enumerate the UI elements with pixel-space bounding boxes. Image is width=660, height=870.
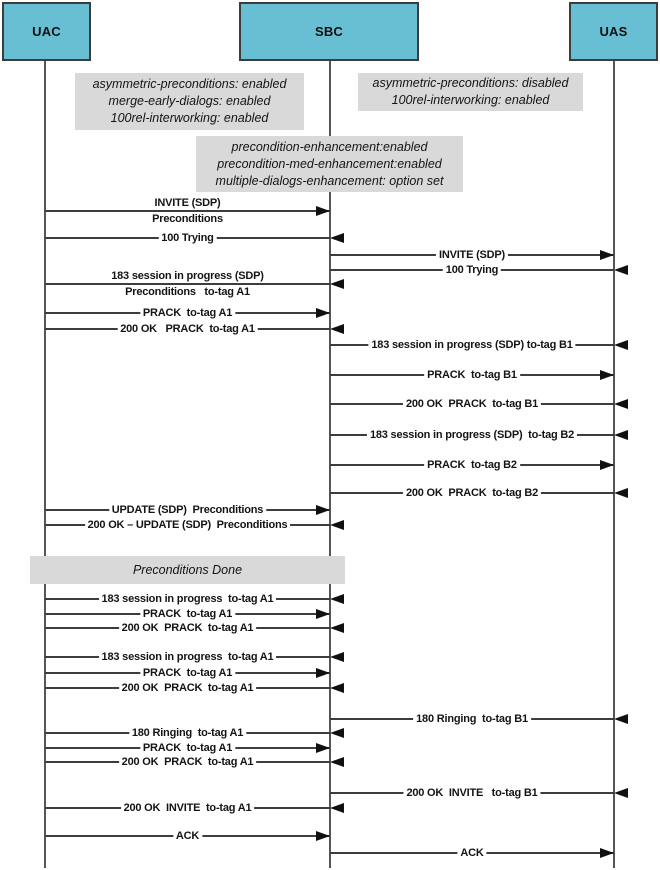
note-preconditions-done bbox=[30, 556, 345, 584]
message-label: ACK bbox=[457, 847, 486, 859]
arrowhead-right-icon bbox=[316, 743, 330, 753]
note-line: precondition-enhancement:enabled bbox=[231, 139, 428, 154]
message-label: UPDATE (SDP) Preconditions bbox=[109, 504, 266, 516]
message-label: ACK bbox=[173, 830, 202, 842]
arrowhead-left-icon bbox=[614, 430, 628, 440]
message-label: 183 session in progress (SDP) to-tag B2 bbox=[367, 429, 577, 441]
participant-label-uac: UAC bbox=[32, 24, 61, 39]
message-label: 180 Ringing to-tag B1 bbox=[413, 713, 531, 725]
message-label: 200 OK PRACK to-tag A1 bbox=[119, 756, 257, 768]
participant-label-uas: UAS bbox=[599, 24, 628, 39]
arrowhead-left-icon bbox=[330, 757, 344, 767]
message-label: 100 Trying bbox=[443, 264, 501, 276]
message-label: PRACK to-tag B2 bbox=[424, 459, 520, 471]
arrowhead-left-icon bbox=[614, 788, 628, 798]
arrowhead-left-icon bbox=[330, 803, 344, 813]
note-line: multiple-dialogs-enhancement: option set bbox=[215, 173, 444, 188]
message-label: 200 OK PRACK to-tag B1 bbox=[403, 398, 541, 410]
message-label: 200 OK PRACK to-tag A1 bbox=[117, 323, 258, 335]
arrowhead-right-icon bbox=[316, 609, 330, 619]
message-line bbox=[45, 210, 330, 212]
arrowhead-left-icon bbox=[614, 714, 628, 724]
message-label: 200 OK – UPDATE (SDP) Preconditions bbox=[85, 519, 291, 531]
participant-box-uac bbox=[2, 2, 91, 61]
note-line: 100rel-interworking: enabled bbox=[110, 111, 269, 125]
note-line: 100rel-interworking: enabled bbox=[391, 93, 550, 107]
message-label: Preconditions bbox=[152, 213, 223, 225]
note-sbc-enhancement-config bbox=[196, 136, 463, 192]
message-label: PRACK to-tag A1 bbox=[140, 667, 235, 679]
note-line: asymmetric-preconditions: enabled bbox=[92, 77, 287, 91]
arrowhead-left-icon bbox=[330, 594, 344, 604]
message-label: PRACK to-tag A1 bbox=[140, 608, 235, 620]
arrowhead-left-icon bbox=[614, 265, 628, 275]
message-label: 183 session in progress (SDP) bbox=[111, 270, 264, 282]
message-label: 200 OK PRACK to-tag A1 bbox=[119, 682, 257, 694]
message-label: 200 OK INVITE to-tag B1 bbox=[403, 787, 540, 799]
arrowhead-right-icon bbox=[316, 668, 330, 678]
message-label: Preconditions to-tag A1 bbox=[125, 286, 250, 298]
note-sbc-core-config bbox=[358, 73, 583, 111]
message-label: 200 OK INVITE to-tag A1 bbox=[121, 802, 255, 814]
message-label: 100 Trying bbox=[158, 232, 216, 244]
message-label: 183 session in progress to-tag A1 bbox=[99, 593, 277, 605]
arrowhead-left-icon bbox=[330, 683, 344, 693]
participant-box-uas bbox=[569, 2, 658, 61]
arrowhead-left-icon bbox=[330, 728, 344, 738]
arrowhead-left-icon bbox=[330, 233, 344, 243]
arrowhead-right-icon bbox=[600, 250, 614, 260]
note-line: Preconditions Done bbox=[132, 562, 243, 577]
arrowhead-left-icon bbox=[614, 340, 628, 350]
participant-label-sbc: SBC bbox=[314, 24, 344, 39]
message-label: PRACK to-tag B1 bbox=[424, 369, 520, 381]
message-label: PRACK to-tag A1 bbox=[140, 307, 235, 319]
note-sbc-access-config bbox=[75, 73, 304, 130]
arrowhead-right-icon bbox=[600, 848, 614, 858]
arrowhead-left-icon bbox=[330, 279, 344, 289]
message-label: 200 OK PRACK to-tag B2 bbox=[403, 487, 541, 499]
arrowhead-right-icon bbox=[600, 460, 614, 470]
message-label: 200 OK PRACK to-tag A1 bbox=[119, 622, 257, 634]
message-label: PRACK to-tag A1 bbox=[140, 742, 235, 754]
message-label: INVITE (SDP) bbox=[436, 249, 508, 261]
note-line: asymmetric-preconditions: disabled bbox=[372, 76, 569, 90]
arrowhead-left-icon bbox=[330, 652, 344, 662]
arrowhead-right-icon bbox=[316, 206, 330, 216]
participant-box-sbc bbox=[239, 2, 419, 61]
message-line bbox=[45, 283, 330, 285]
arrowhead-left-icon bbox=[330, 520, 344, 530]
message-label: 183 session in progress (SDP) to-tag B1 bbox=[368, 339, 575, 351]
arrowhead-left-icon bbox=[330, 623, 344, 633]
message-label: 180 Ringing to-tag A1 bbox=[129, 727, 246, 739]
message-label: 183 session in progress to-tag A1 bbox=[99, 651, 277, 663]
note-line: merge-early-dialogs: enabled bbox=[108, 94, 271, 108]
arrowhead-right-icon bbox=[316, 505, 330, 515]
message-label: INVITE (SDP) bbox=[154, 197, 221, 209]
arrowhead-right-icon bbox=[316, 831, 330, 841]
arrowhead-left-icon bbox=[614, 488, 628, 498]
note-line: precondition-med-enhancement:enabled bbox=[217, 156, 442, 171]
arrowhead-right-icon bbox=[600, 370, 614, 380]
arrowhead-left-icon bbox=[614, 399, 628, 409]
arrowhead-left-icon bbox=[330, 324, 344, 334]
arrowhead-right-icon bbox=[316, 308, 330, 318]
